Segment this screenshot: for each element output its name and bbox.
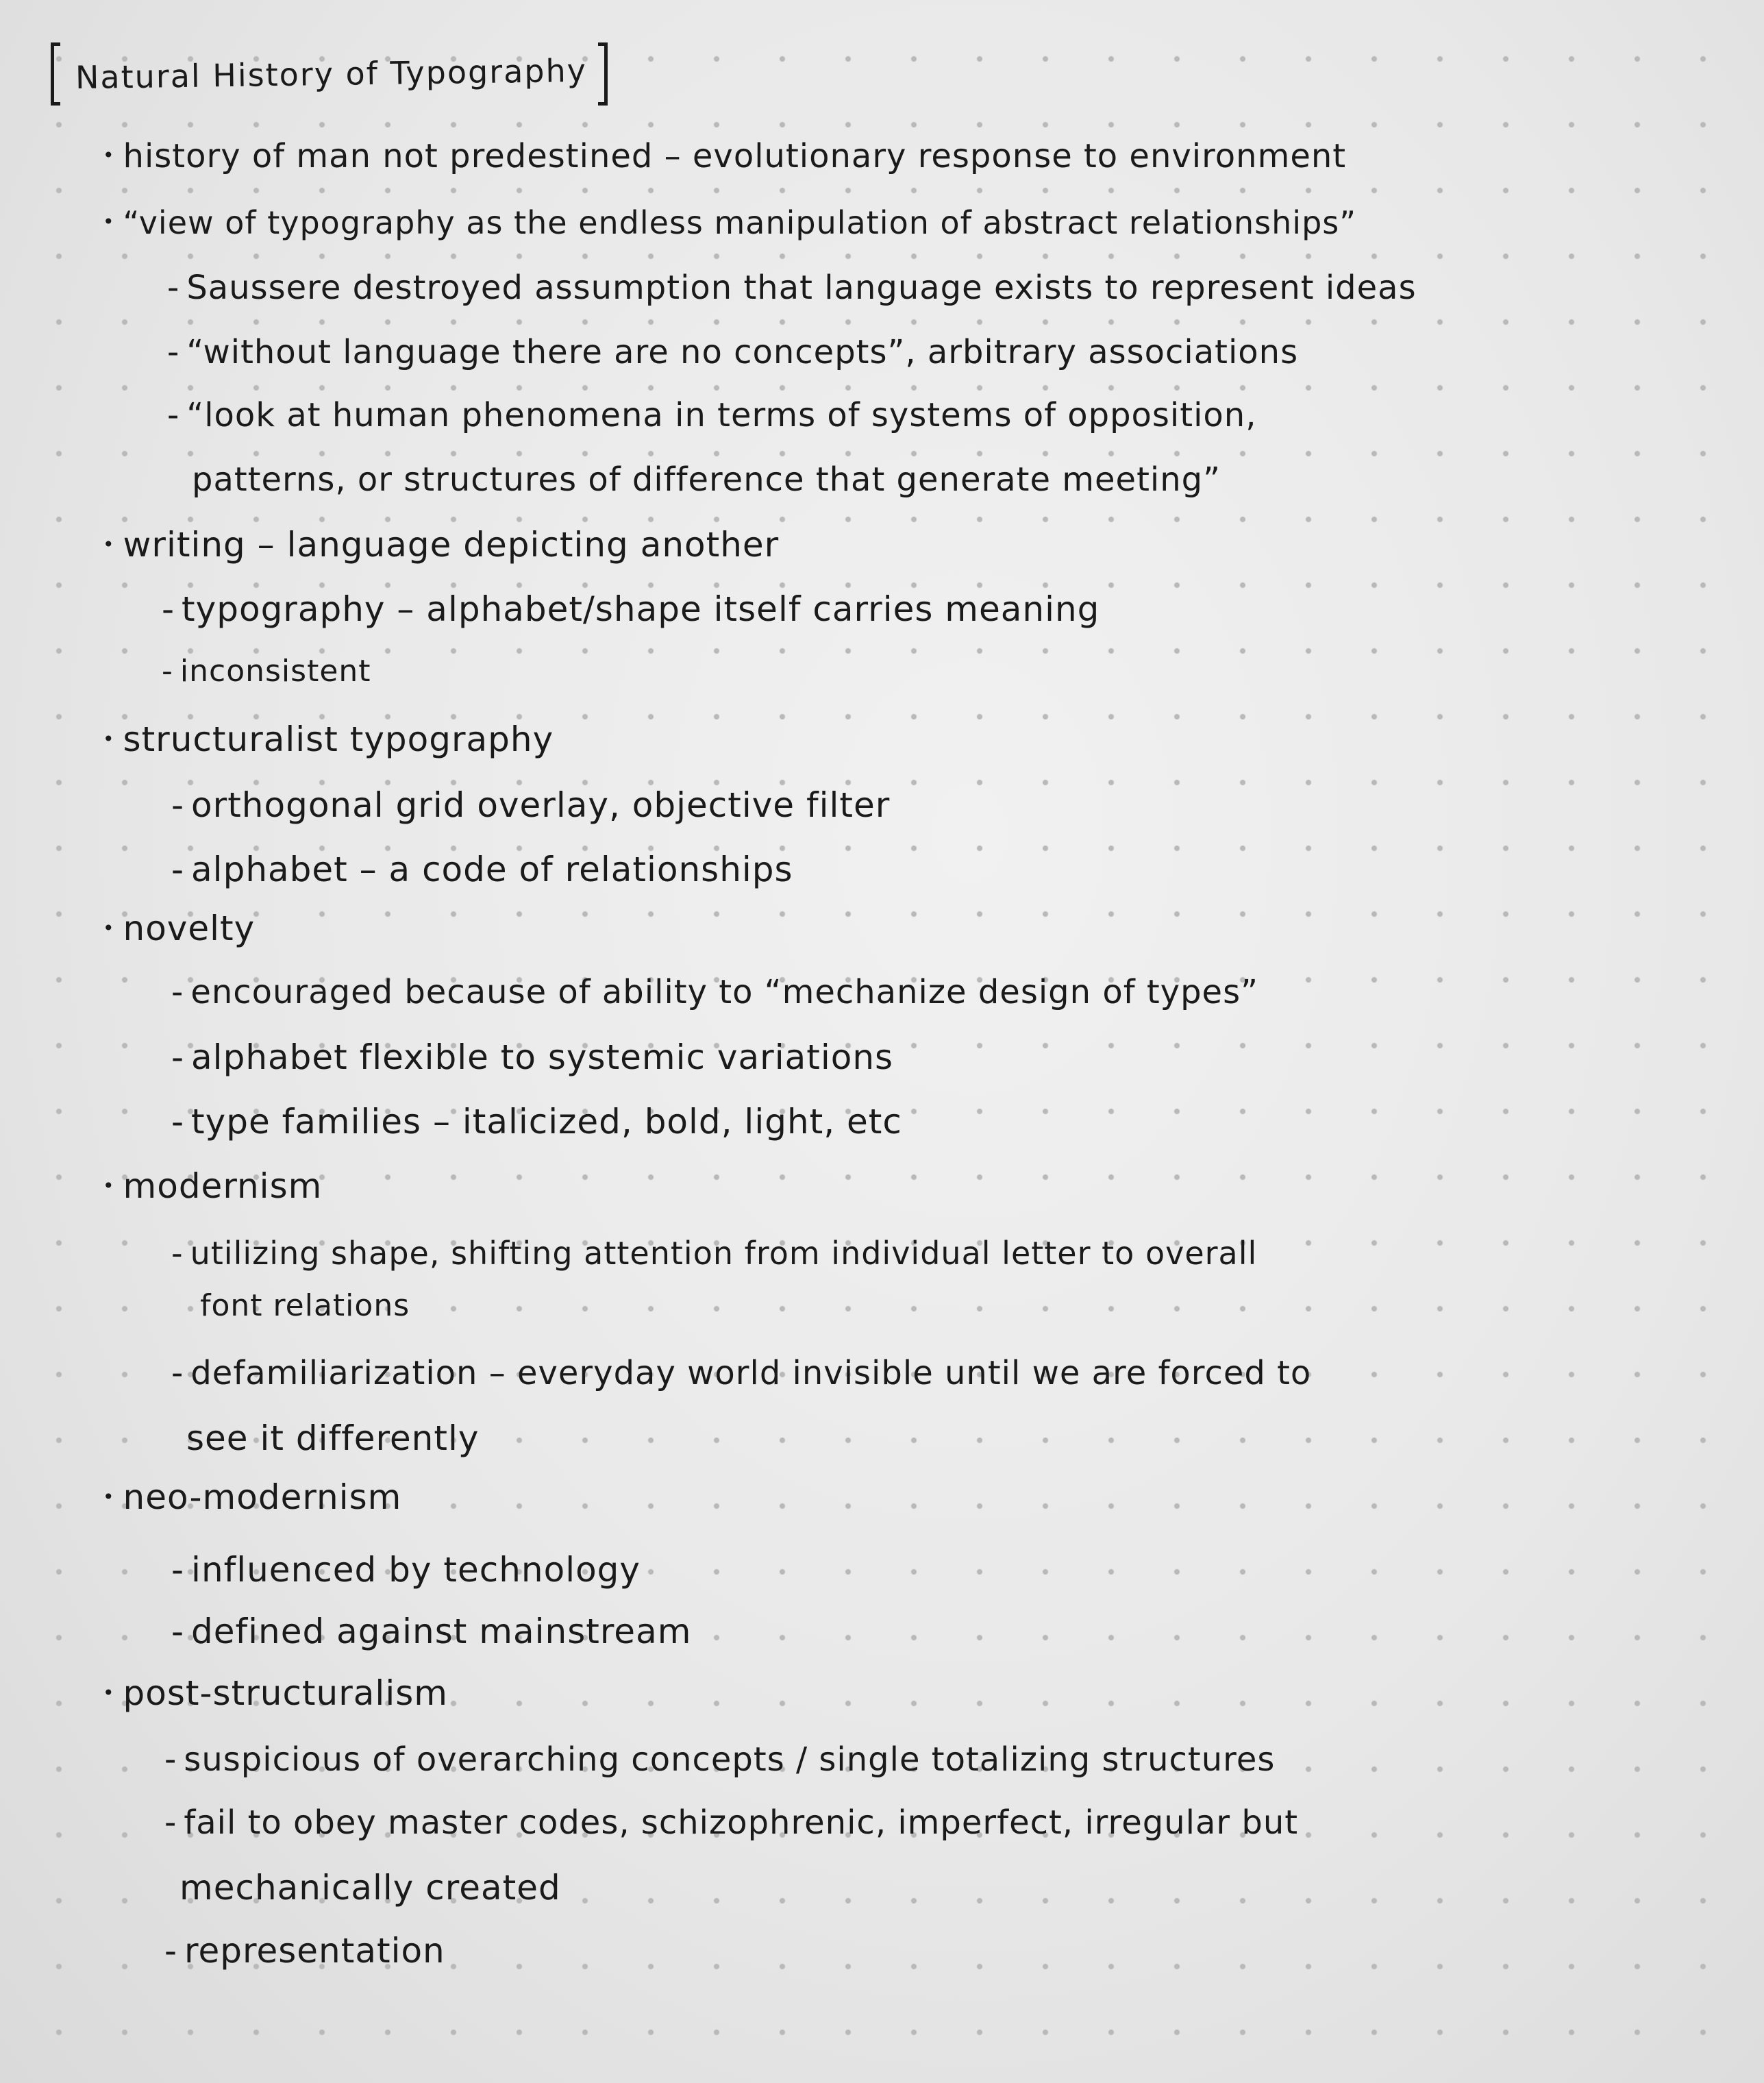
note-line: - alphabet – a code of relationships	[171, 852, 793, 887]
note-line: - typography – alphabet/shape itself carries meaning	[162, 592, 1100, 626]
note-line: • history of man not predestined – evolutionary response to environment	[103, 140, 1346, 173]
note-line: see it differently	[186, 1418, 480, 1458]
note-line: - representation	[164, 1934, 445, 1968]
note-line: - Saussere destroyed assumption that language exists to represent ideas	[167, 271, 1417, 304]
note-line: - orthogonal grid overlay, objective filter	[171, 788, 890, 822]
note-line: - encouraged because of ability to “mechanize design of types”	[171, 976, 1258, 1009]
note-line: mechanically created	[179, 1868, 561, 1908]
note-line: - defined against mainstream	[171, 1614, 691, 1649]
note-line: - defamiliarization – everyday world invisible until we are forced to	[171, 1357, 1311, 1390]
title-text: Natural History of Typography	[75, 51, 588, 97]
note-line: • post-structuralism	[103, 1676, 448, 1710]
note-line: • neo-modernism	[103, 1480, 401, 1514]
note-line: - alphabet flexible to systemic variations	[171, 1040, 893, 1074]
note-line: - influenced by technology	[171, 1553, 641, 1587]
note-line: - type families – italicized, bold, light, etc	[171, 1105, 902, 1139]
note-line: - utilizing shape, shifting attention from individual letter to overall	[171, 1237, 1257, 1269]
title-bracket-right	[598, 42, 608, 106]
note-line: - fail to obey master codes, schizophrenic, imperfect, irregular but	[164, 1806, 1298, 1839]
note-line: • “view of typography as the endless manipulation of abstract relationships”	[103, 207, 1356, 238]
title-bracket-left	[51, 42, 60, 106]
note-line: - “look at human phenomena in terms of systems of opposition,	[167, 399, 1256, 432]
note-line: • modernism	[103, 1169, 322, 1203]
note-line: font relations	[200, 1288, 410, 1323]
note-line: • structuralist typography	[103, 722, 554, 756]
note-line: • novelty	[103, 911, 255, 946]
page-title	[51, 42, 608, 106]
note-line: • writing – language depicting another	[103, 528, 779, 562]
note-line: patterns, or structures of difference that generate meeting”	[192, 460, 1221, 499]
note-line: - “without language there are no concepts”, arbitrary associations	[167, 336, 1298, 369]
note-line: - suspicious of overarching concepts / single totalizing structures	[164, 1743, 1275, 1776]
note-line: - inconsistent	[162, 656, 371, 687]
